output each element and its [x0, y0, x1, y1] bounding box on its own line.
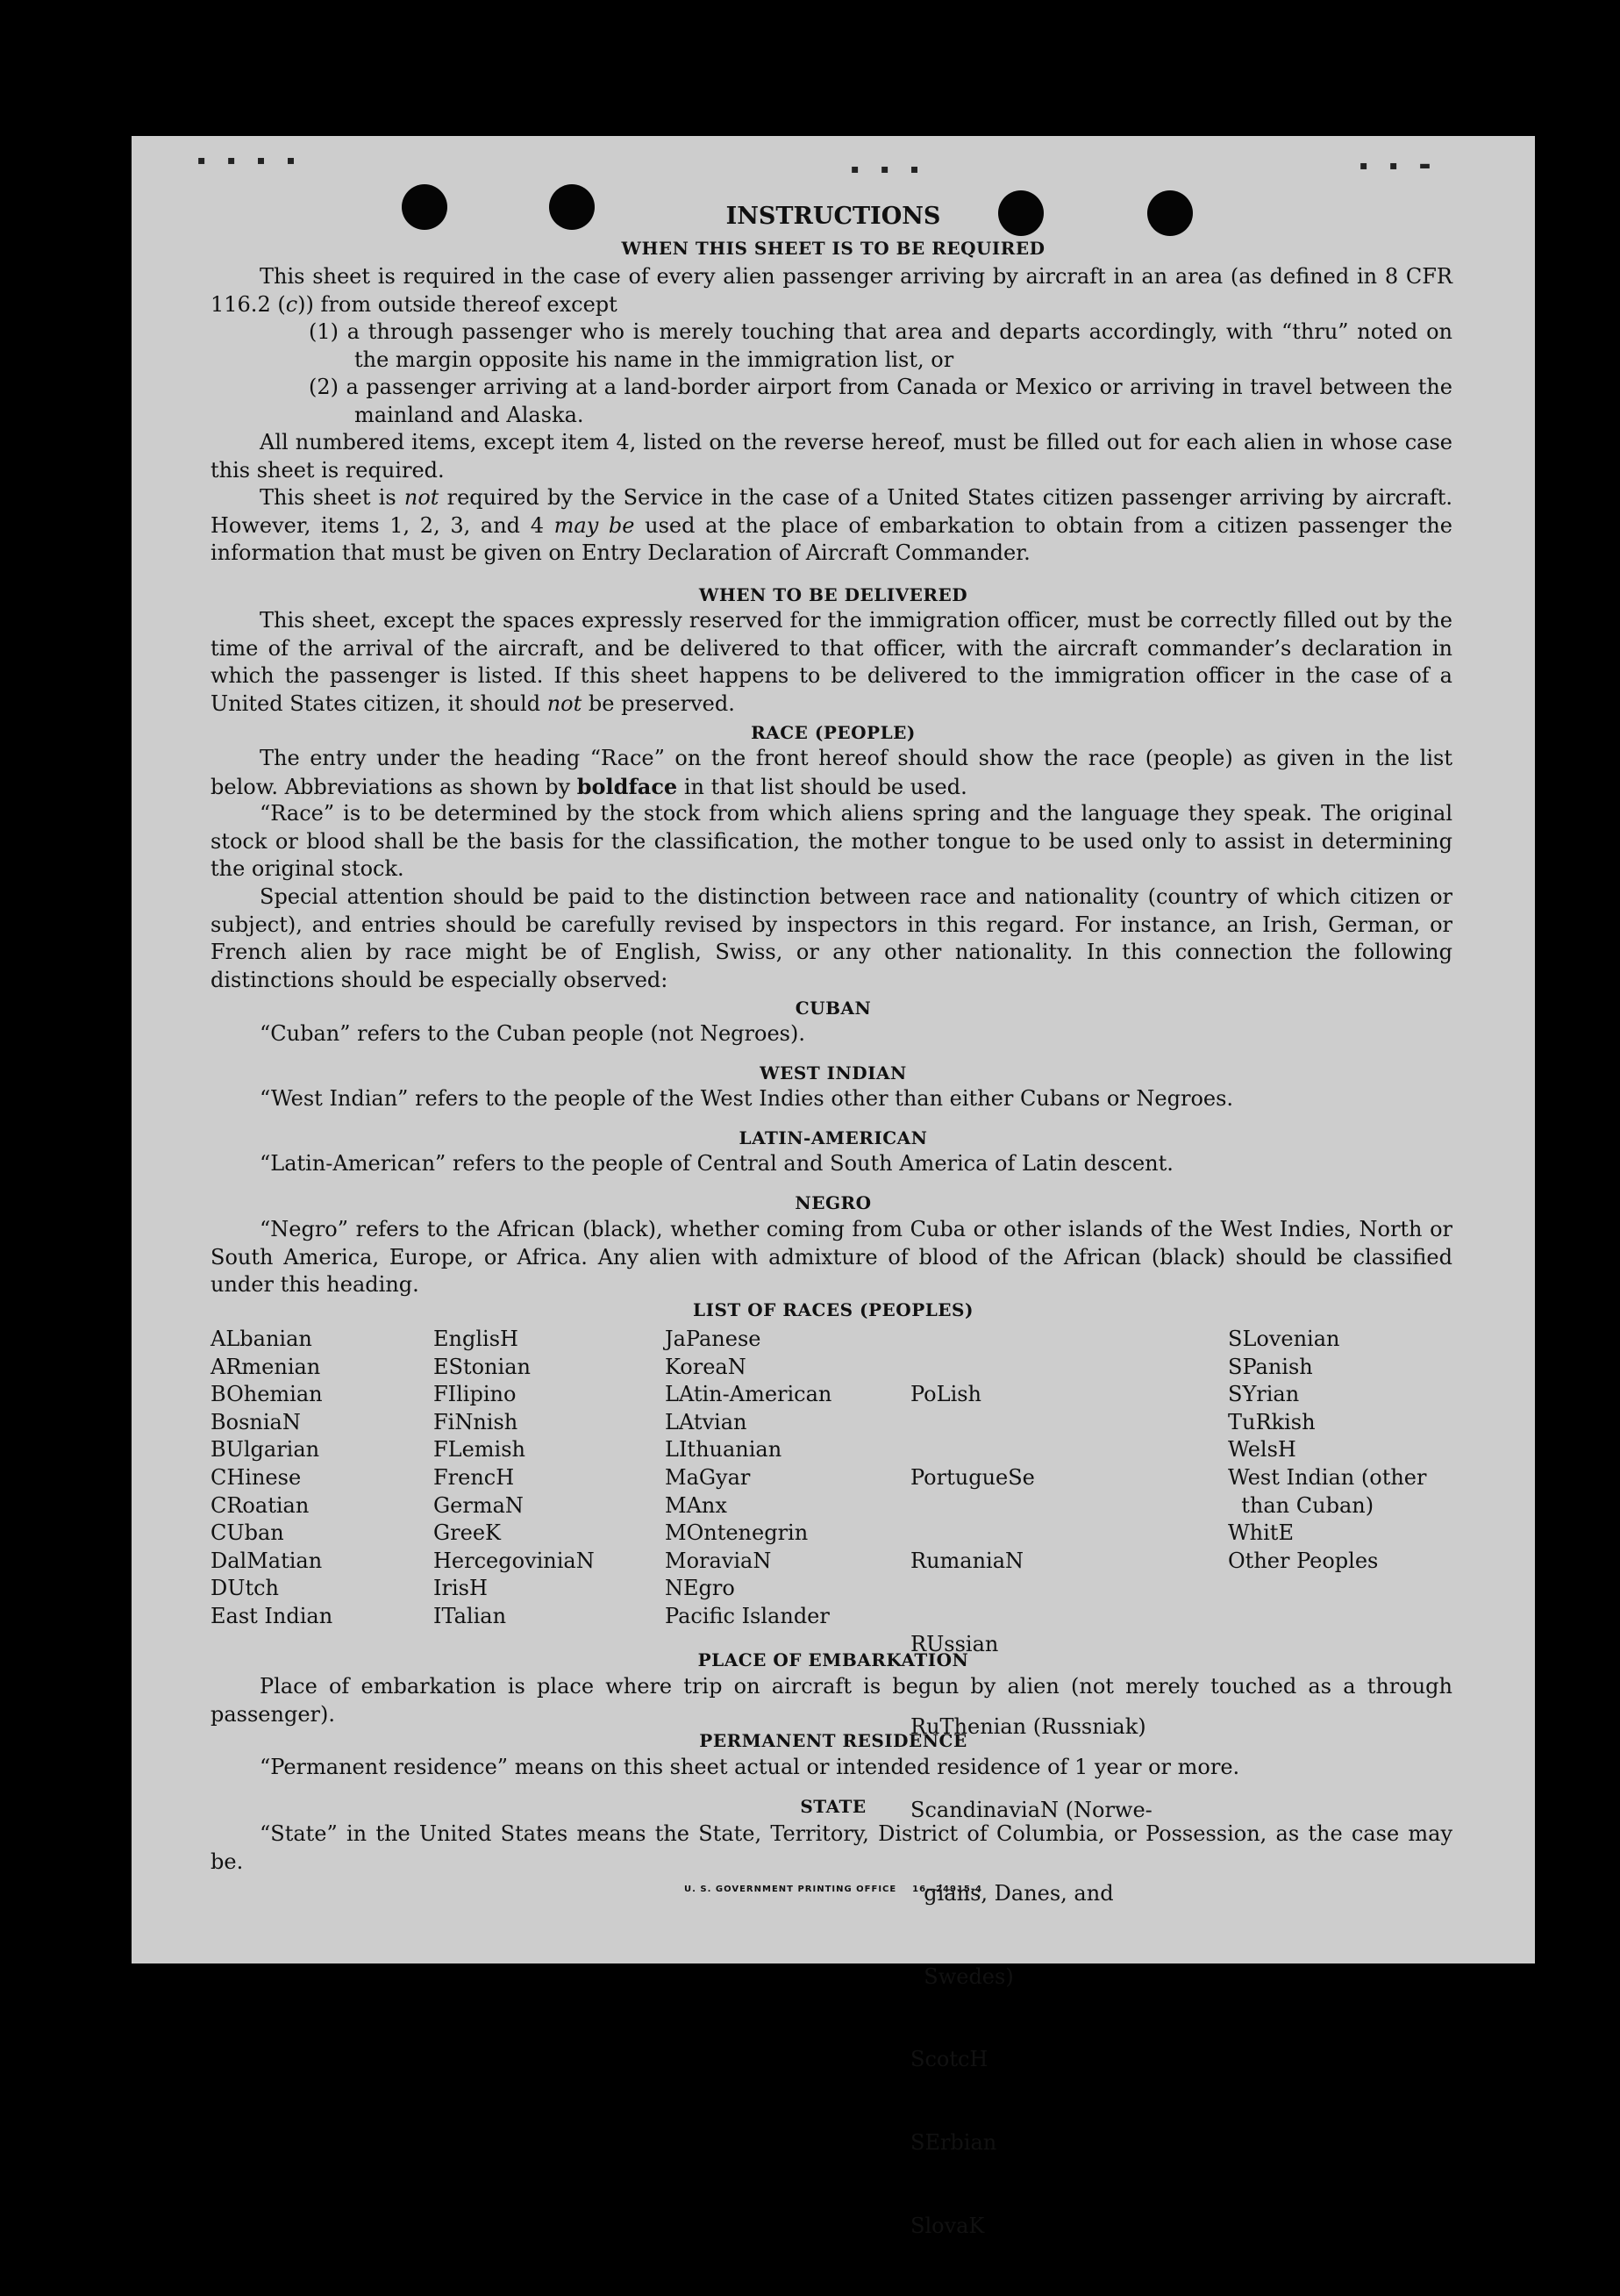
- race-entry: MaGyar: [665, 1464, 751, 1490]
- exception-item-1: (1) a through passenger who is merely touching that area and departs accordingly, with “thru” noted on the margin opposite his name in the immigration list, or: [309, 319, 1452, 372]
- paragraph: This sheet, except the spaces expressly reserved for the immigration officer, must be correctly filled out by the time of the arrival of the aircraft, and be delivered to that officer, with the aircraft commander’s declaration in which the passenger is listed. If this sheet happens to be delivered to the immigration officer in the case of a United States citizen, it should not be preserved.: [211, 608, 1452, 716]
- paragraph: “West Indian” refers to the people of the West Indies other than either Cubans or Negroes.: [260, 1086, 1234, 1111]
- race-entry: EnglisH: [433, 1327, 518, 1351]
- paragraph: All numbered items, except item 4, listed on the reverse hereof, must be filled out for each alien in whose case this sheet is required.: [211, 430, 1452, 483]
- race-entry: HercegoviniaN: [433, 1548, 595, 1573]
- section-heading: LATIN-AMERICAN: [739, 1127, 928, 1148]
- race-entry: FIlipino: [433, 1382, 517, 1407]
- section-heading: WHEN TO BE DELIVERED: [698, 584, 968, 605]
- race-entry: LIthuanian: [665, 1437, 782, 1463]
- section-heading: WEST INDIAN: [760, 1062, 907, 1084]
- printing-office-footer: U. S. GOVERNMENT PRINTING OFFICE 16—24915-4: [684, 1885, 982, 1894]
- race-entry: MAnx: [665, 1492, 727, 1518]
- section-heading: PLACE OF EMBARKATION: [697, 1649, 969, 1670]
- exception-item-2: (2) a passenger arriving at a land-border airport from Canada or Mexico or arriving in travel between the mainland and Alaska.: [309, 375, 1452, 427]
- race-entry: WelsH: [1228, 1437, 1296, 1463]
- race-entry: ITalian: [433, 1603, 507, 1628]
- race-column-1: [211, 1326, 332, 1631]
- race-entry: GermaN: [433, 1492, 524, 1518]
- race-entry: gians, Danes, and: [910, 1880, 1114, 1906]
- section-heading: STATE: [800, 1796, 867, 1817]
- race-entry: IrisH: [433, 1576, 488, 1601]
- race-entry: East Indian: [211, 1603, 333, 1628]
- race-entry: TuRkish: [1228, 1409, 1316, 1434]
- paragraph: This sheet is not required by the Service in the case of a United States citizen passenger arriving by aircraft. However, items 1, 2, 3, and 4 may be used at the place of embarkation to obtain from a citizen passenger the information that must be given on Entry Declaration of Aircraft Commander.: [211, 485, 1452, 565]
- paragraph: Place of embarkation is place where trip on aircraft is begun by alien (not merely touched as a through passenger).: [211, 1674, 1452, 1727]
- section-heading: WHEN THIS SHEET IS TO BE REQUIRED: [621, 238, 1046, 259]
- section-heading: CUBAN: [795, 998, 872, 1019]
- section-heading: NEGRO: [795, 1192, 872, 1213]
- race-column-2: [433, 1326, 595, 1631]
- race-entry: Other Peoples: [1228, 1548, 1379, 1573]
- paragraph: Special attention should be paid to the distinction between race and nationality (country of which citizen or subject), and entries should be carefully revised by inspectors in this regard. For instance, an Irish, German, or French alien by race might be of English, Swiss, or any other nationality. In this connection the following distinctions should be especially observed:: [211, 884, 1452, 992]
- race-entry: PoLish: [910, 1382, 982, 1407]
- paragraph: This sheet is required in the case of every alien passenger arriving by aircraft in an area (as defined in 8 CFR 116.2 (c)) from outside thereof except: [211, 264, 1452, 317]
- race-entry: ARmenian: [211, 1354, 321, 1379]
- paragraph: “Negro” refers to the African (black), whether coming from Cuba or other islands of the West Indies, North or South America, Europe, or Africa. Any alien with admixture of blood of the African (black) should be classified under this heading.: [211, 1217, 1452, 1297]
- race-entry: PortugueSe: [910, 1464, 1035, 1490]
- race-entry: FrencH: [433, 1464, 515, 1490]
- race-entry: than Cuban): [1228, 1492, 1374, 1518]
- race-entry: SlovaK: [910, 2214, 985, 2238]
- race-entry: SYrian: [1228, 1382, 1300, 1407]
- race-entry: LAtin-American: [665, 1382, 832, 1407]
- section-heading: LIST OF RACES (PEOPLES): [693, 1299, 974, 1320]
- race-entry: SLovenian: [1228, 1327, 1340, 1351]
- paragraph: “State” in the United States means the State, Territory, District of Columbia, or Possession, as the case may be.: [211, 1821, 1452, 1874]
- race-entry: ALbanian: [211, 1327, 312, 1351]
- race-entry: DUtch: [211, 1576, 280, 1601]
- race-entry: ScandinaviaN (Norwe-: [910, 1798, 1153, 1823]
- race-entry: Swedes): [910, 1963, 1014, 1989]
- race-entry: CHinese: [211, 1464, 302, 1490]
- section-heading: RACE (PEOPLE): [751, 722, 916, 743]
- race-entry: CUban: [211, 1520, 284, 1546]
- race-entry: NEgro: [665, 1576, 735, 1601]
- page-title: INSTRUCTIONS: [725, 203, 941, 230]
- race-column-3: [665, 1326, 831, 1631]
- race-entry: FiNnish: [433, 1409, 518, 1434]
- race-entry: RumaniaN: [910, 1548, 1024, 1573]
- race-column-5: [1228, 1326, 1426, 1575]
- race-entry: JaPanese: [665, 1327, 761, 1351]
- paper-specks: ▪ ▪ ▪: [851, 162, 928, 176]
- race-entry: BUlgarian: [211, 1437, 320, 1463]
- paragraph: “Latin-American” refers to the people of Central and South America of Latin descent.: [260, 1151, 1174, 1176]
- race-entry: ScotcH: [910, 2047, 988, 2072]
- race-entry: LAtvian: [665, 1409, 747, 1434]
- race-entry: KoreaN: [665, 1354, 746, 1379]
- paragraph: “Cuban” refers to the Cuban people (not Negroes).: [260, 1021, 805, 1046]
- paper-specks: ▪ ▪ ▬: [1360, 159, 1440, 173]
- race-entry: MoraviaN: [665, 1548, 772, 1573]
- race-entry: SPanish: [1228, 1354, 1313, 1379]
- race-entry: RuThenian (Russniak): [910, 1714, 1146, 1740]
- paper-specks: ▪ ▪ ▪ ▪: [197, 154, 304, 168]
- instruction-sheet: [132, 136, 1535, 2238]
- paragraph: “Race” is to be determined by the stock from which aliens spring and the language they speak. The original stock or blood shall be the basis for the classification, the mother tongue to be used only to assist in determining the original stock.: [211, 801, 1452, 881]
- paragraph: The entry under the heading “Race” on the front hereof should show the race (people) as given in the list below. Abbreviations as shown by boldface in that list should be used.: [211, 746, 1452, 799]
- race-entry: DalMatian: [211, 1548, 323, 1573]
- race-entry: Pacific Islander: [665, 1603, 830, 1628]
- race-entry: GreeK: [433, 1520, 501, 1546]
- paragraph: “Permanent residence” means on this sheet actual or intended residence of 1 year or more.: [260, 1755, 1240, 1779]
- race-entry: FLemish: [433, 1437, 525, 1463]
- race-entry: MOntenegrin: [665, 1520, 809, 1546]
- race-entry: BosniaN: [211, 1409, 301, 1434]
- race-entry: WhitE: [1228, 1520, 1294, 1546]
- race-entry: RUssian: [910, 1631, 999, 1656]
- race-entry: West Indian (other: [1228, 1464, 1427, 1490]
- section-heading: PERMANENT RESIDENCE: [699, 1730, 967, 1751]
- race-entry: EStonian: [433, 1354, 531, 1379]
- race-entry: BOhemian: [211, 1382, 323, 1407]
- race-entry: CRoatian: [211, 1492, 310, 1518]
- race-entry: SErbian: [910, 2130, 997, 2156]
